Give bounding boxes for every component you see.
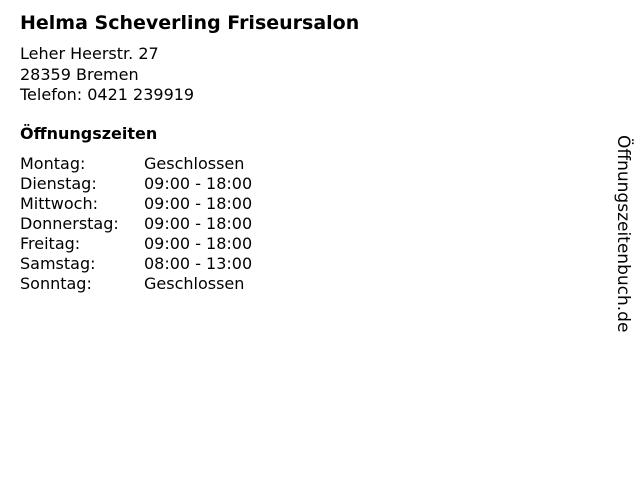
time-value: 09:00 - 18:00 bbox=[144, 214, 253, 233]
business-name: Helma Scheverling Friseursalon bbox=[20, 12, 360, 34]
time-value: 09:00 - 18:00 bbox=[144, 174, 253, 193]
day-label: Samstag: bbox=[20, 254, 96, 273]
phone-number: Telefon: 0421 239919 bbox=[20, 85, 195, 104]
day-label: Donnerstag: bbox=[20, 214, 119, 233]
time-value: Geschlossen bbox=[144, 154, 245, 173]
site-watermark: Öffnungszeitenbuch.de bbox=[613, 135, 633, 333]
day-label: Sonntag: bbox=[20, 274, 92, 293]
hours-row-wednesday bbox=[20, 194, 252, 214]
opening-hours-table bbox=[20, 154, 252, 294]
hours-row-tuesday bbox=[20, 174, 252, 194]
day-label: Montag: bbox=[20, 154, 86, 173]
day-label: Dienstag: bbox=[20, 174, 97, 193]
day-label: Mittwoch: bbox=[20, 194, 98, 213]
time-value: Geschlossen bbox=[144, 274, 245, 293]
postal-city: 28359 Bremen bbox=[20, 64, 139, 84]
hours-row-friday bbox=[20, 234, 252, 254]
hours-row-thursday bbox=[20, 214, 252, 234]
time-value: 08:00 - 13:00 bbox=[144, 254, 253, 273]
hours-row-monday bbox=[20, 154, 252, 174]
street-address: Leher Heerstr. 27 bbox=[20, 44, 159, 63]
hours-row-sunday bbox=[20, 274, 252, 294]
address-block bbox=[20, 44, 194, 106]
day-label: Freitag: bbox=[20, 234, 81, 253]
hours-row-saturday bbox=[20, 254, 252, 274]
time-value: 09:00 - 18:00 bbox=[144, 194, 253, 213]
opening-hours-heading: Öffnungszeiten bbox=[20, 124, 158, 143]
time-value: 09:00 - 18:00 bbox=[144, 234, 253, 253]
